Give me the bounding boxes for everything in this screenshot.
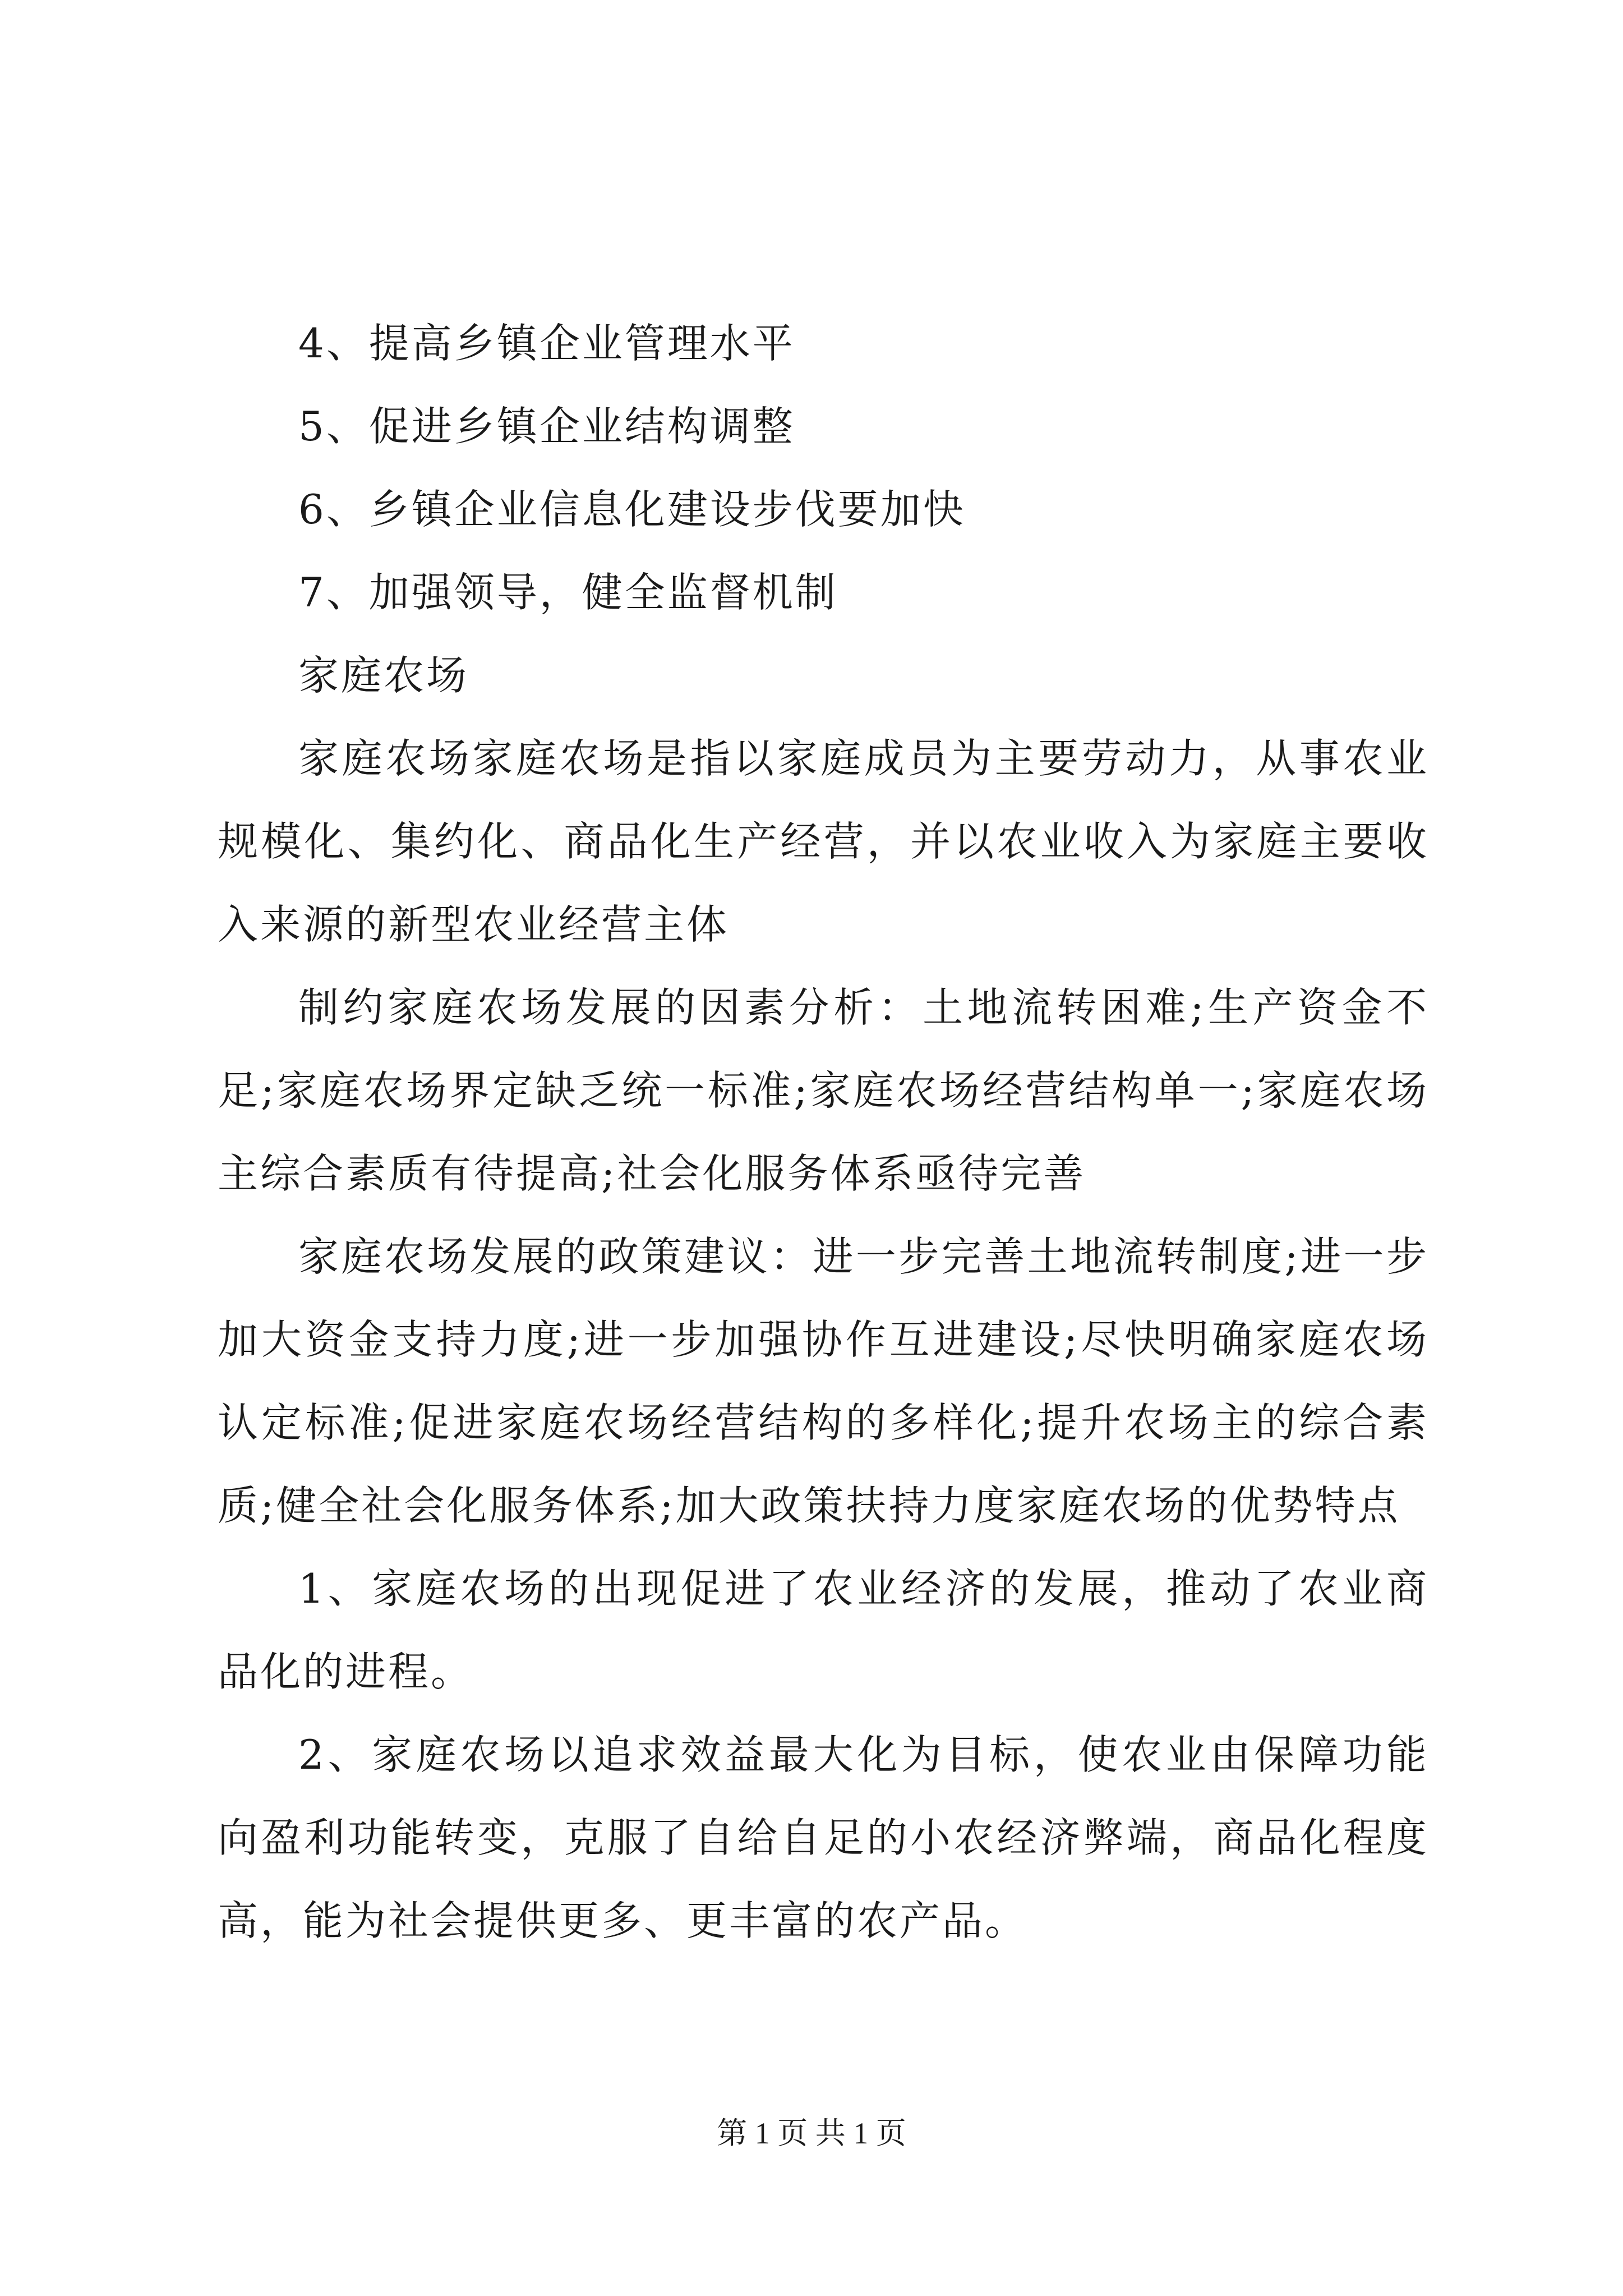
paragraph-advantage-2: 2、家庭农场以追求效益最大化为目标，使农业由保障功能向盈利功能转变，克服了自给自足的小农经济弊端，商品化程度高，能为社会提供更多、更丰富的农产品。 bbox=[218, 1731, 1429, 1944]
paragraph-item-6: 6、乡镇企业信息化建设步伐要加快 bbox=[298, 486, 966, 533]
document-body bbox=[218, 302, 1429, 1962]
paragraph-item-5: 5、促进乡镇企业结构调整 bbox=[298, 403, 795, 450]
paragraph-item-7: 7、加强领导，健全监督机制 bbox=[298, 569, 838, 616]
page-footer: 第 1 页 共 1 页 bbox=[717, 2116, 906, 2150]
paragraph-policy-suggestions: 家庭农场发展的政策建议：进一步完善土地流转制度;进一步加大资金支持力度;进一步加强协作互进建设;尽快明确家庭农场认定标准;促进家庭农场经营结构的多样化;提升农场主的综合素质;健全社会化服务体系;加大政策扶持力度家庭农场的优势特点 bbox=[218, 1233, 1429, 1529]
paragraph-definition: 家庭农场家庭农场是指以家庭成员为主要劳动力，从事农业规模化、集约化、商品化生产经营，并以农业收入为家庭主要收入来源的新型农业经营主体 bbox=[218, 735, 1429, 948]
paragraph-constraints: 制约家庭农场发展的因素分析：土地流转困难;生产资金不足;家庭农场界定缺乏统一标准;家庭农场经营结构单一;家庭农场主综合素质有待提高;社会化服务体系亟待完善 bbox=[218, 984, 1429, 1197]
paragraph-advantage-1: 1、家庭农场的出现促进了农业经济的发展，推动了农业商品化的进程。 bbox=[218, 1565, 1429, 1695]
section-heading-family-farm: 家庭农场 bbox=[298, 652, 469, 699]
paragraph-item-4: 4、提高乡镇企业管理水平 bbox=[298, 320, 795, 367]
